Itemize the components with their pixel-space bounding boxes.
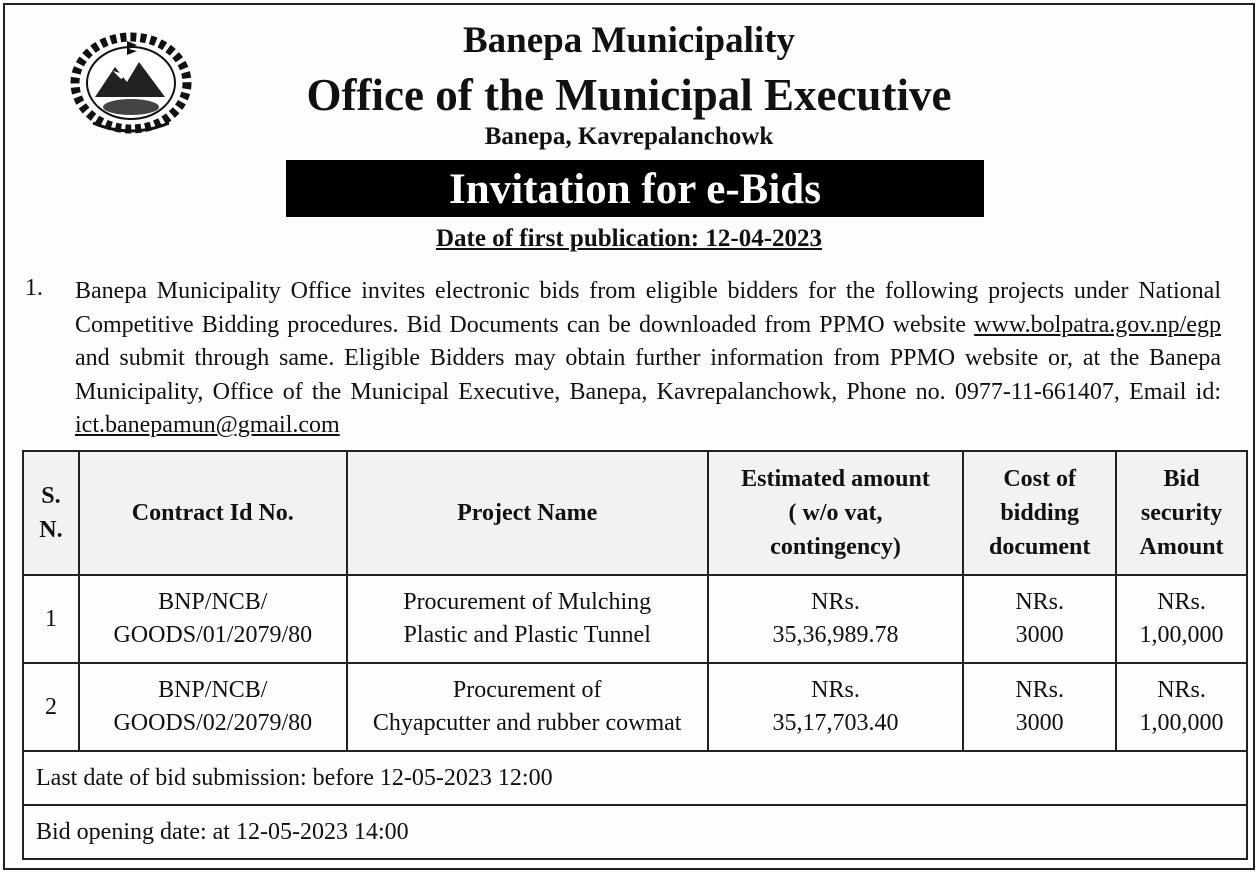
opening-date-row: [23, 805, 1247, 859]
bids-table: [22, 450, 1248, 860]
header-cost-of-document: Cost of bidding document: [963, 451, 1116, 575]
cell-sn: 1: [23, 575, 79, 663]
header-estimated-amount: Estimated amount ( w/o vat, contingency): [708, 451, 964, 575]
municipality-name: Banepa Municipality: [462, 20, 796, 61]
paragraph-number: 1.: [25, 275, 43, 301]
last-submission-date: Last date of bid submission: before 12-05-2023 12:00: [23, 751, 1247, 805]
table-row: [23, 663, 1247, 751]
header-sn: S. N.: [23, 451, 79, 575]
cell-estimated-amount: NRs. 35,36,989.78: [708, 575, 964, 663]
ppmo-website-link[interactable]: www.bolpatra.gov.np/egp: [974, 311, 1221, 338]
header-bid-security: Bid security Amount: [1116, 451, 1247, 575]
publication-date: Date of first publication: 12-04-2023: [435, 225, 823, 252]
cell-bid-security: NRs. 1,00,000: [1116, 663, 1247, 751]
cell-project-name: Procurement of Mulching Plastic and Plastic Tunnel: [347, 575, 708, 663]
office-location: Banepa, Kavrepalanchowk: [484, 123, 774, 150]
cell-contract-id: BNP/NCB/ GOODS/02/2079/80: [79, 663, 347, 751]
cell-document-cost: NRs. 3000: [963, 575, 1116, 663]
submission-deadline-row: [23, 751, 1247, 805]
bid-opening-date: Bid opening date: at 12-05-2023 14:00: [23, 805, 1247, 859]
header-contract-id: Contract Id No.: [79, 451, 347, 575]
office-name: Office of the Municipal Executive: [306, 70, 952, 120]
table-header-row: [23, 451, 1247, 575]
cell-estimated-amount: NRs. 35,17,703.40: [708, 663, 964, 751]
notice-title: Invitation for e-Bids: [286, 160, 984, 217]
email-link[interactable]: ict.banepamun@gmail.com: [75, 412, 340, 438]
cell-document-cost: NRs. 3000: [963, 663, 1116, 751]
invitation-paragraph: [75, 275, 1221, 443]
cell-sn: 2: [23, 663, 79, 751]
header-project-name: Project Name: [347, 451, 708, 575]
paragraph-text-1: Banepa Municipality Office invites electronic bids from eligible bidders for the following projects under National Competitive Bidding procedures. Bid Documents can be downloaded from PPMO website: [75, 278, 1221, 338]
table-row: [23, 575, 1247, 663]
cell-project-name: Procurement of Chyapcutter and rubber cowmat: [347, 663, 708, 751]
paragraph-text-2: and submit through same. Eligible Bidders may obtain further information from PPMO website or, at the Banepa Municipality, Office of the Municipal Executive, Banepa, Kavrepalanchowk, Phone no. 0977-11-661407, Email id:: [75, 345, 1221, 405]
cell-contract-id: BNP/NCB/ GOODS/01/2079/80: [79, 575, 347, 663]
cell-bid-security: NRs. 1,00,000: [1116, 575, 1247, 663]
notice-page: [3, 3, 1255, 870]
